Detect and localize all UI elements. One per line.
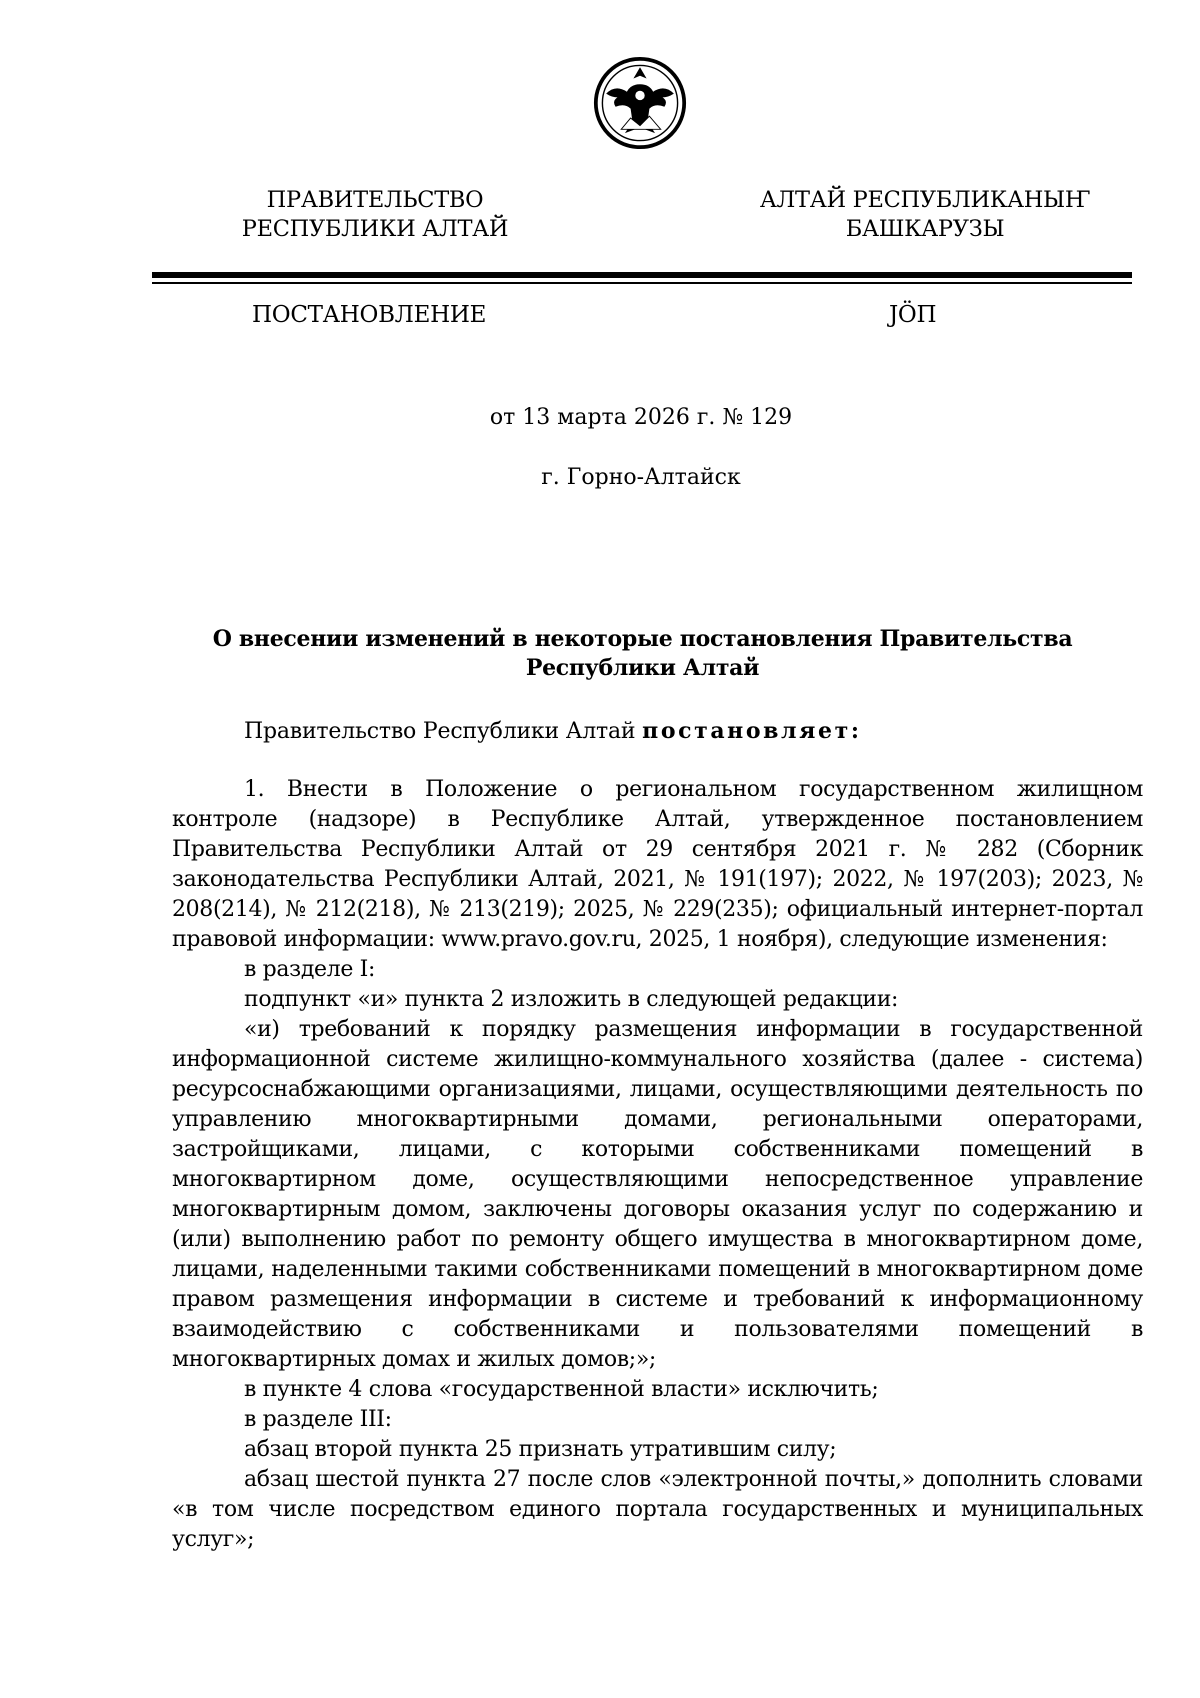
body-paragraph: подпункт «и» пункта 2 изложить в следующей редакции: bbox=[244, 987, 899, 1012]
preamble-text: Правительство Республики Алтай bbox=[244, 719, 643, 744]
header-right-line: АЛТАЙ РЕСПУБЛИКАНЫҤ bbox=[759, 187, 1091, 213]
document-title bbox=[172, 625, 1113, 683]
header-left-line: РЕСПУБЛИКИ АЛТАЙ bbox=[241, 216, 509, 242]
body-paragraph: абзац второй пункта 25 признать утратившим силу; bbox=[244, 1437, 837, 1462]
title-line: О внесении изменений в некоторые постановления Правительства bbox=[212, 626, 1073, 652]
body-paragraph: в разделе I: bbox=[244, 957, 376, 982]
body-paragraph: «и) требований к порядку размещения информации в государственной информационной системе жилищно-коммунального хозяйства (далее - система) ресурсоснабжающими организациями, лицами, осуществляющими деятельность по управлению многоквартирными домами, региональными операторами, застройщиками, лицами, с которыми собственниками помещений в многоквартирном доме, осуществляющими непосредственное управление многоквартирным домом, заключены договоры оказания услуг по содержанию и (или) выполнению работ по ремонту общего имущества в многоквартирном доме, лицами, наделенными такими собственниками помещений в многоквартирном доме правом размещения информации в системе и требований к информационному взаимодействию с собственниками и пользователями помещений в многоквартирных домах и жилых домов;»; bbox=[172, 1017, 1143, 1372]
doc-type-russian: ПОСТАНОВЛЕНИЕ bbox=[252, 302, 487, 328]
header-right-government-name bbox=[735, 186, 1115, 244]
document-date-number: от 13 марта 2026 г. № 129 bbox=[489, 405, 793, 430]
body-paragraph: в разделе III: bbox=[244, 1407, 392, 1432]
title-line: Республики Алтай bbox=[525, 655, 760, 681]
header-left-government-name bbox=[200, 186, 550, 244]
preamble-resolves: постановляет: bbox=[642, 718, 862, 744]
body-paragraph: 1. Внести в Положение о региональном государственном жилищном контроле (надзоре) в Республике Алтай, утвержденное постановлением Правительства Республики Алтай от 29 сентября 2021 г. № 282 (Сборник законодательства Республики Алтай, 2021, № 191(197); 2022, № 197(203); 2023, № 208(214), № 212(218), № 213(219); 2025, № 229(235); официальный интернет-портал правовой информации: www.pravo.gov.ru, 2025, 1 ноября), следующие изменения: bbox=[172, 777, 1143, 952]
body-paragraph: в пункте 4 слова «государственной власти» исключить; bbox=[244, 1377, 879, 1402]
header-right-line: БАШКАРУЗЫ bbox=[845, 216, 1005, 242]
document-body bbox=[172, 775, 1143, 1555]
coat-of-arms-icon bbox=[593, 56, 687, 150]
body-paragraph: абзац шестой пункта 27 после слов «электронной почты,» дополнить словами «в том числе посредством единого портала государственных и муниципальных услуг»; bbox=[172, 1467, 1143, 1552]
header-divider-thick bbox=[152, 272, 1132, 278]
doc-type-altai: JӦП bbox=[889, 302, 937, 328]
document-city: г. Горно-Алтайск bbox=[541, 465, 741, 490]
header-divider-thin bbox=[152, 282, 1132, 284]
header-left-line: ПРАВИТЕЛЬСТВО bbox=[266, 187, 484, 213]
preamble bbox=[244, 718, 862, 744]
